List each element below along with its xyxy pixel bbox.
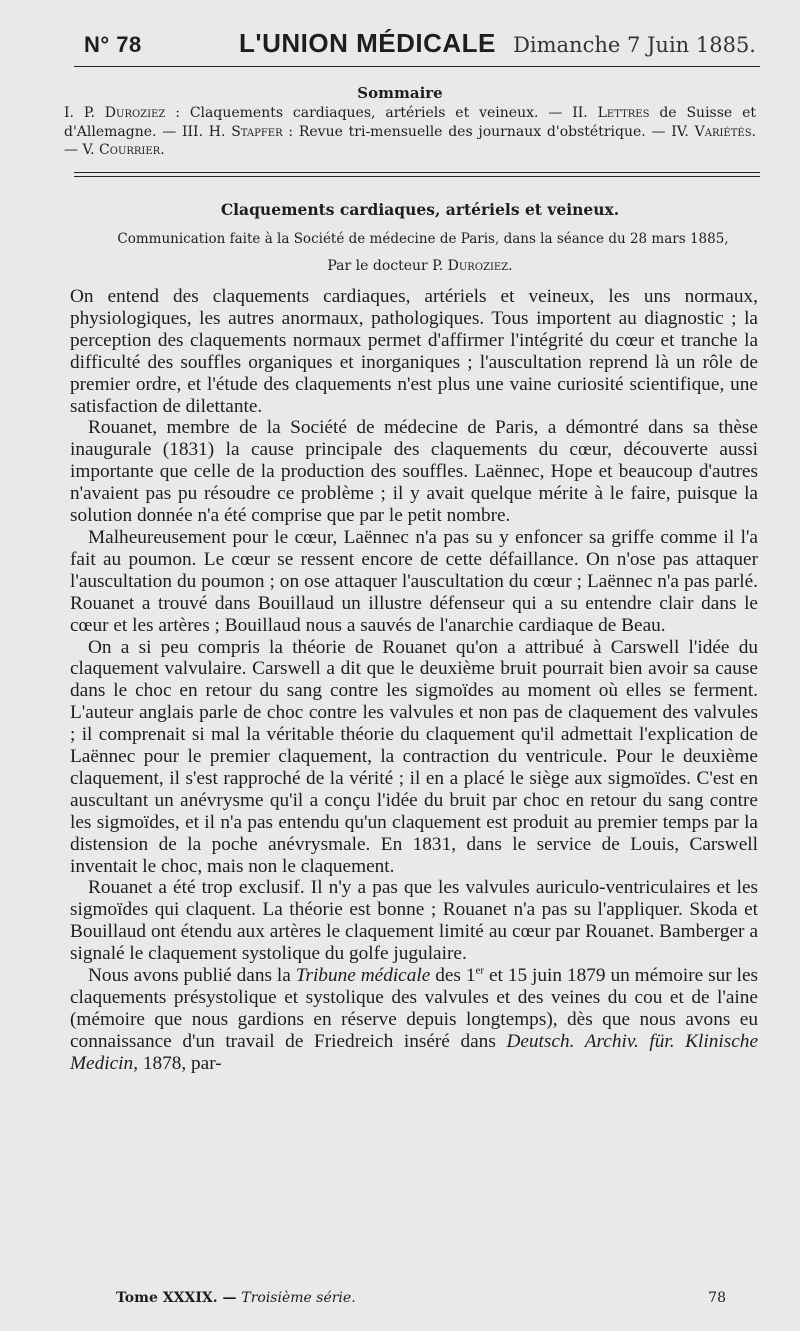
sommaire-item: III. H. Stapfer : Revue tri-mensuelle des journaux d'obstétrique. — [182,123,672,140]
article-subtitle: Communication faite à la Société de médecine de Paris, dans la séance du 28 mars 1885, [117,231,729,247]
sommaire-list [64,104,756,160]
serie-label: Troisième série. [241,1290,356,1306]
sommaire-item: I. P. Duroziez : Claquements cardiaques, artériels et veineux. — [64,105,573,121]
journal-citation: Deutsch. Archiv. für. Klinische Medicin [70,1030,758,1074]
journal-citation: Tribune médicale [295,965,431,987]
paragraph: Nous avons publié dans la Tribune médicale des 1er et 15 juin 1879 un mémoire sur les claquements présystolique et systolique des valvules et des veines du cou et de l'aine (mémoire que nous gardions en réserve depuis longtemps), dès que nous avons eu connaissance d'un travail de Friedreich inséré dans Deutsch. Archiv. für. Klinische Medicin, 1878, par- [70,964,759,1074]
article-title: Claquements cardiaques, artériels et veineux. [220,200,620,219]
issue-date: Dimanche 7 Juin 1885. [513,33,756,57]
sommaire-heading: Sommaire [357,84,443,102]
journal-title: L'UNION MÉDICALE [239,28,496,58]
sommaire-item: V. Courrier. [82,142,165,158]
issue-number: N° 78 [84,32,142,57]
paragraph: Rouanet a été trop exclusif. Il n'y a pas que les valvules auriculo-ventriculaires et les sigmoïdes qui claquent. La théorie est bonne ; Rouanet n'a pas su l'appliquer. Skoda et Bouillaud ont étendu aux artères le claquement limité au cœur par Rouanet. Bamberger a signalé le claquement systolique du golfe jugulaire. [70,877,758,965]
running-header [84,28,756,64]
paragraph: On a si peu compris la théorie de Rouanet qu'on a attribué à Carswell l'idée du claquement valvulaire. Carswell a dit que le deuxième bruit pourrait bien avoir sa cause dans le choc en retour du sang contre les sigmoïdes au moment où elles se ferment. L'auteur anglais parle de choc contre les valvules et non pas de claquement des valvules ; il comprenait si mal la véritable théorie du claquement qu'il admettait l'explication de Laënnec pour le premier claquement, la contraction du ventricule. Pour le deuxième claquement, il s'est rapproché de la vérité ; il en a placé le siège aux sigmoïdes. C'est en auscultant un anévrysme qu'il a conçu l'idée du bruit par choc en retour du sang contre les sigmoïdes, et il n'a pas entendu qu'un claquement est produit au premier temps par la distension de la poche anévrysmale. En 1831, dans le service de Louis, Carswell inventait le choc, mais non le claquement. [70,636,758,877]
author-name: P. Duroziez. [432,258,513,274]
sommaire-item: II. Lettres de Suisse et d'Allemagne. — [64,105,756,140]
tome-label: Tome XXXIX. — Troisième série. [116,1290,356,1306]
sommaire-rule-top [74,172,760,173]
paragraph: Rouanet, membre de la Société de médecine de Paris, a démontré dans sa thèse inaugurale (1831) la cause principale des claquements du cœur, découverte aussi importante que celle de la production des souffles. Laënnec, Hope et beaucoup d'autres n'avaient pas pu résoudre ce problème ; il y avait quelque mérite à le faire, puisque la solution donnée n'a été comprise que par le petit nombre. [70,417,758,527]
page-footer [116,1290,726,1306]
sommaire-rule-bottom [74,176,760,177]
paragraph: On entend des claquements cardiaques, artériels et veineux, les uns normaux, physiologiques, les autres anormaux, pathologiques. Tous importent au diagnostic ; la perception des claquements normaux permet d'affirmer l'intégrité du cœur et tranche la difficulté des souffles organiques et inorganiques ; l'auscultation reprend là un rôle de premier ordre, et l'étude des claquements n'est plus une vaine curiosité scientifique, une satisfaction de dilettante. [70,286,758,417]
article-byline: Par le docteur P. Duroziez. [327,258,513,274]
paragraph: Malheureusement pour le cœur, Laënnec n'a pas su y enfoncer sa griffe comme il l'a fait au poumon. Le cœur se ressent encore de cette défaillance. On n'ose pas attaquer l'auscultation du poumon ; on ose attaquer l'auscultation du cœur ; Laënnec n'a pas parlé. Rouanet a trouvé dans Bouillaud un illustre défenseur qui a su entendre clair dans le cœur et les artères ; Bouillaud nous a sauvés de l'anarchie cardiaque de Beau. [70,526,758,636]
article-body [70,286,758,1075]
page-number: 78 [708,1290,726,1306]
sommaire-item: IV. Variétés. — [64,123,756,158]
header-rule [74,66,760,67]
